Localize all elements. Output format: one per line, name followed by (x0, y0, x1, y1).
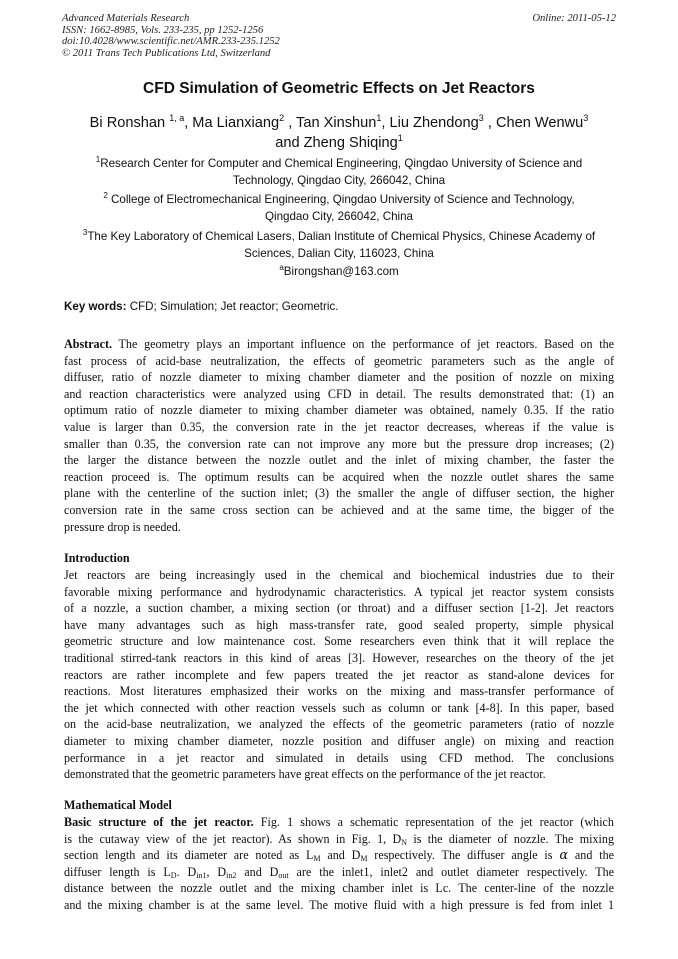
abstract-line: smaller than 0.35, the conversion rate can not improve any more but the pressure drop increases; (2) (64, 436, 614, 451)
abstract-line: the larger the distance between the nozzle outlet and the inlet of mixing chamber, the faster the (64, 453, 614, 468)
intro-line: reactors are rather incomplete and few papers treated the jet reactor as stand-alone devices for (64, 667, 614, 682)
affiliation-3 (50, 229, 628, 262)
intro-line: performance in a jet reactor and simulated in details using CFD method. The conclusions (64, 750, 614, 765)
author-affil-mark: 1 (376, 113, 382, 123)
mathematical-model-body (64, 814, 614, 914)
copyright-line: © 2011 Trans Tech Publications Ltd, Switzerland (62, 47, 271, 59)
author-name: , Liu Zhendong (381, 115, 479, 131)
keywords-label: Key words: (64, 300, 127, 313)
journal-header (62, 13, 280, 59)
keywords (64, 300, 614, 313)
abstract-line: fast process of acid-base neutralization, the effects of geometric parameters such as the angle of (64, 353, 614, 368)
affil-text: Sciences, Dalian City, 116023, China (244, 246, 434, 260)
author-name: , Ma Lianxiang (184, 115, 280, 131)
affil-text: College of Electromechanical Engineering, Qingdao University of Science and Technology, (107, 193, 575, 206)
journal-name: Advanced Materials Research (62, 13, 190, 24)
abstract (64, 336, 614, 535)
affil-mark: 1 (95, 155, 101, 164)
affil-text: Technology, Qingdao City, 266042, China (232, 173, 446, 187)
author-affil-mark: 3 (478, 113, 484, 123)
affil-text: Research Center for Computer and Chemical Engineering, Qingdao University of Science and (100, 157, 583, 170)
intro-line: favorable mixing performance and hydrodynamic characteristics. A typical jet reactor system consists (64, 584, 614, 599)
paper-title: CFD Simulation of Geometric Effects on Jet Reactors (143, 80, 535, 97)
author-name: and Zheng Shiqing (275, 135, 398, 151)
author-line-2 (40, 133, 638, 153)
online-date: Online: 2011-05-12 (532, 13, 616, 24)
intro-line: reactions. Most literatures emphasized their works on the mixing and mass-transfer performance of (64, 684, 614, 699)
abstract-line: and reaction characteristics were analyzed using CFD in detail. The results demonstrated that: (1) an (64, 386, 614, 401)
author-affil-mark: 3 (583, 113, 589, 123)
email-mark: a (279, 263, 284, 272)
abstract-line: optimum ratio of nozzle diameter to mixing chamber diameter was obtained, namely 0.35. If the ratio (64, 403, 614, 418)
abstract-line: plane with the centerline of the suction inlet; (3) the smaller the angle of diffuser section, the higher (64, 486, 614, 501)
math-line: distance between the nozzle outlet and the mixing chamber inlet is Lc. The center-line of the nozzle (64, 881, 614, 896)
math-line: is the cutaway view of the jet reactor). As shown in Fig. 1, $D_N$ is the diameter of nozzle. The mixing (64, 831, 614, 847)
affil-text: The Key Laboratory of Chemical Lasers, Dalian Institute of Chemical Physics, Chinese Academy of (87, 230, 596, 243)
math-line: Basic structure of the jet reactor. Fig. 1 shows a schematic representation of the jet reactor (which (64, 815, 614, 829)
abstract-line: diffuser, ratio of nozzle diameter to mixing chamber diameter and the position of nozzle on mixing (64, 370, 614, 385)
abstract-line: Abstract. The geometry plays an important influence on the performance of jet reactors. Based on the (64, 337, 614, 351)
section-heading-mathematical-model: Mathematical Model (64, 798, 172, 812)
abstract-line: reaction proceed is. The optimum results can be acquired when the nozzle outlet shares the same (64, 469, 614, 484)
math-line: and the mixing chamber is at the same level. The motive fluid with a high pressure is fed from inlet 1 (64, 897, 614, 912)
section-heading-introduction: Introduction (64, 551, 130, 565)
abstract-label: Abstract. (64, 337, 113, 351)
corresponding-email (50, 264, 628, 281)
intro-line: of a nozzle, a suction chamber, a mixing section (or throat) and a diffuser section [1-2]. Jet reactors (64, 601, 614, 616)
affiliation-1 (50, 156, 628, 189)
doi-line: doi:10.4028/www.scientific.net/AMR.233-235.1252 (62, 36, 280, 48)
author-name: , Tan Xinshun (284, 115, 377, 131)
author-affil-mark: 1 (397, 133, 403, 143)
author-line-1 (40, 113, 638, 133)
abstract-line: conversion rate in the same cross section can be achieved and at the same time, the bigger of the (64, 502, 614, 517)
author-name: , Chen Wenwu (483, 115, 584, 131)
intro-line: on the acid-base neutralization, we analyzed the effects of the geometric parameters (ratio of nozzle (64, 717, 614, 732)
subsection-label: Basic structure of the jet reactor. (64, 815, 254, 829)
author-affil-mark: 1, a (169, 113, 185, 123)
introduction-body (64, 567, 614, 783)
affil-mark: 3 (82, 228, 88, 237)
affil-text: Qingdao City, 266042, China (264, 209, 414, 223)
math-line: diffuser length is $L_D$. $D_{in1}$, $D_{in2}$ and $D_{out}$ are the inlet1, inlet2 and outlet diameter respectively. The (64, 864, 614, 880)
keywords-text: CFD; Simulation; Jet reactor; Geometric. (126, 300, 339, 313)
abstract-line: value is larger than 0.35, the conversion rate in the jet reactor decreases, whereas if the value is (64, 419, 614, 434)
intro-line: the jet which connected with other reaction vessels such as column or tank [4-8]. In this paper, based (64, 700, 614, 715)
email-address: Birongshan@163.com (283, 265, 399, 278)
issn-line: ISSN: 1662-8985, Vols. 233-235, pp 1252-1256 (62, 24, 264, 36)
alpha-symbol: α (559, 848, 569, 864)
affil-mark: 2 (103, 191, 108, 200)
author-name: Bi Ronshan (89, 115, 166, 131)
intro-line: Jet reactors are being increasingly used in the chemical and biochemical industries due to their (64, 568, 614, 582)
author-affil-mark: 2 (279, 113, 285, 123)
math-line: section length and its diameter are noted as $L_M$ and $D_M$ respectively. The diffuser angle is α and the (64, 848, 614, 864)
intro-line: have many advantages such as high mass-transfer rate, good sealed property, simple physical (64, 617, 614, 632)
affiliation-2 (50, 192, 628, 225)
author-list (40, 113, 638, 153)
intro-line: geometric structure and low maintenance cost. Some researchers even think that it will replace the (64, 634, 614, 649)
abstract-line: pressure drop is needed. (64, 519, 181, 534)
intro-line: demonstrated that the geometric parameters have great effects on the performance of the jet reactor. (64, 767, 546, 782)
intro-line: diameter to mixing chamber diameter, nozzle position and diffuser angle) on mixing and reaction (64, 733, 614, 748)
intro-line: traditional stirred-tank reactors in this kind of areas [3]. However, researches on the theory of the jet (64, 650, 614, 665)
